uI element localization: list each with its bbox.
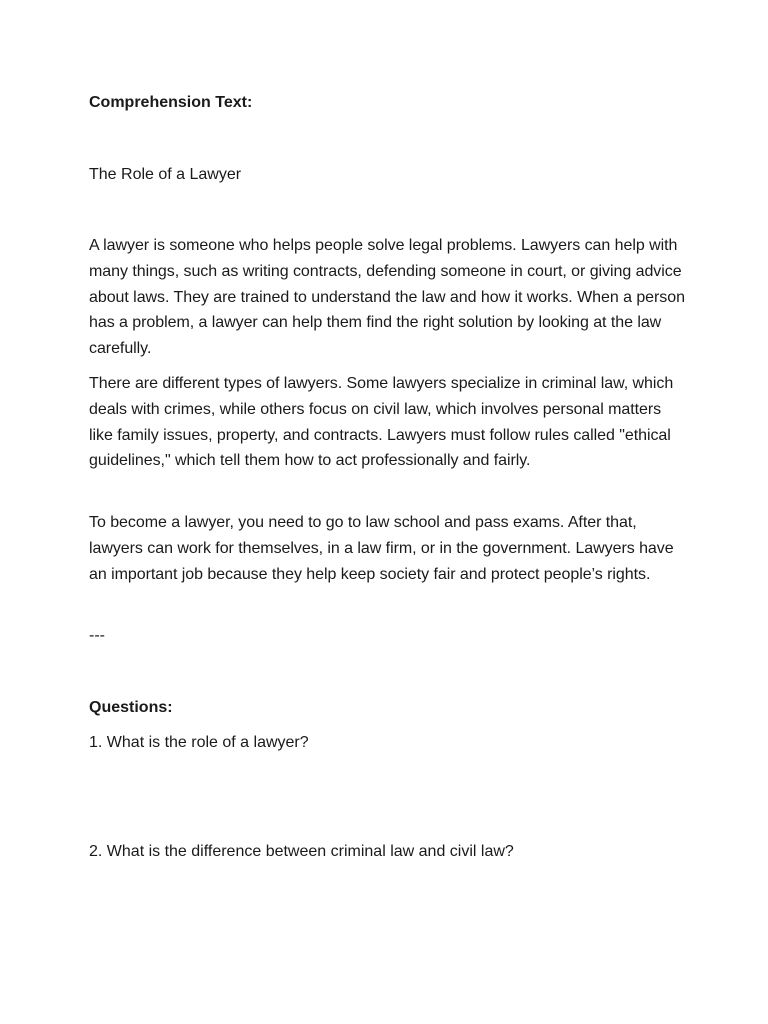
paragraph-2: There are different types of lawyers. Some lawyers specialize in criminal law, which deals with crimes, while others focus on civil law, which involves personal matters like family issues, property, and contracts. Lawyers must follow rules called "ethical guidelines," which tell them how to act professionally and fairly.	[89, 375, 674, 470]
article-title: The Role of a Lawyer	[89, 166, 242, 183]
questions-heading: Questions:	[89, 699, 173, 716]
separator: ---	[89, 627, 105, 644]
paragraph-3: To become a lawyer, you need to go to law school and pass exams. After that, lawyers can work for themselves, in a law firm, or in the government. Lawyers have an important job because they help keep society fair and protect people’s rights.	[89, 514, 674, 583]
question-2: 2. What is the difference between criminal law and civil law?	[89, 843, 514, 860]
question-1: 1. What is the role of a lawyer?	[89, 734, 309, 751]
section-heading: Comprehension Text:	[89, 94, 253, 111]
paragraph-1: A lawyer is someone who helps people solve legal problems. Lawyers can help with many things, such as writing contracts, defending someone in court, or giving advice about laws. They are trained to understand the law and how it works. When a person has a problem, a lawyer can help them find the right solution by looking at the law carefully.	[89, 237, 685, 358]
